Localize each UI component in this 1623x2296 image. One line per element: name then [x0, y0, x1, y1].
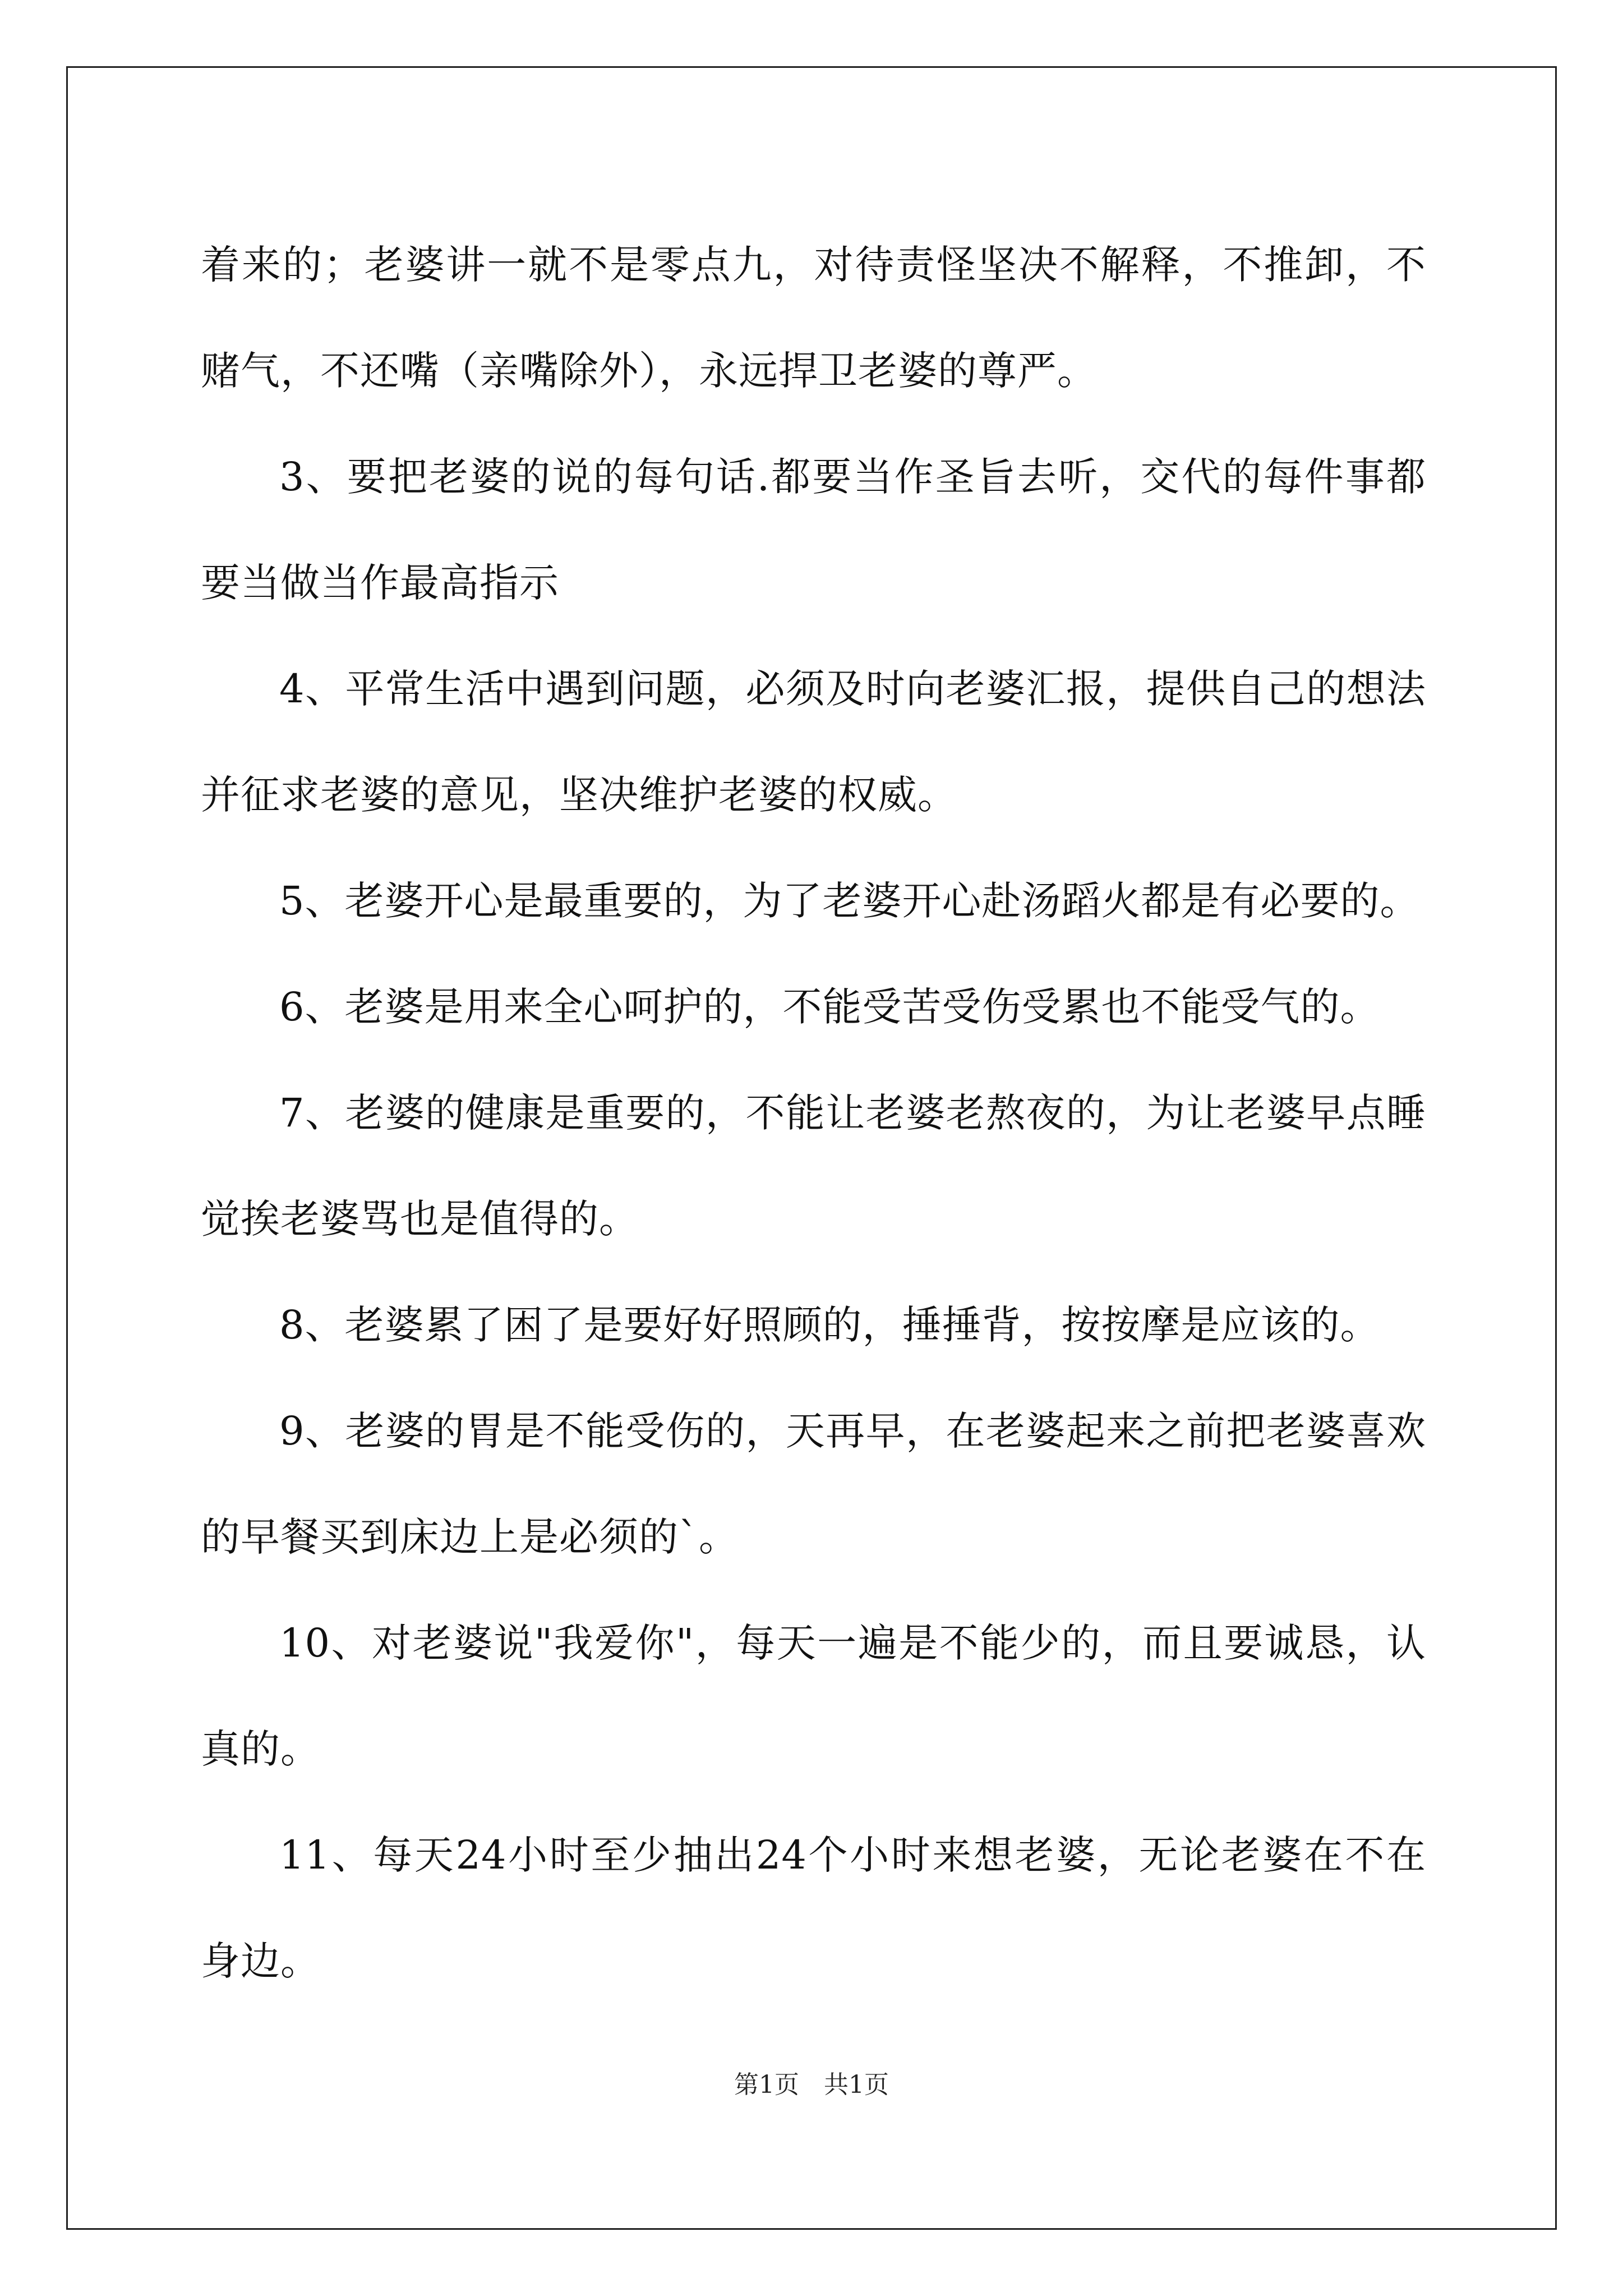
paragraph-item-6: 6、老婆是用来全心呵护的，不能受苦受伤受累也不能受气的。: [279, 984, 1380, 1030]
paragraph-item-3: 3、要把老婆的说的每句话.都要当作圣旨去听，交代的每件事都要当做当作最高指示: [201, 454, 1426, 606]
paragraph-item-4: 4、平常生活中遇到问题，必须及时向老婆汇报，提供自己的想法并征求老婆的意见，坚决维护老婆的权威。: [201, 666, 1426, 818]
document-body: [201, 212, 1426, 2014]
paragraph-item-5: 5、老婆开心是最重要的，为了老婆开心赴汤蹈火都是有必要的。: [279, 878, 1420, 924]
paragraph-continuation: 着来的；老婆讲一就不是零点九，对待责怪坚决不解释，不推卸，不赌气，不还嘴（亲嘴除外），永远捍卫老婆的尊严。: [201, 242, 1426, 394]
paragraph-item-8: 8、老婆累了困了是要好好照顾的，捶捶背，按按摩是应该的。: [279, 1302, 1380, 1348]
paragraph-item-9: 9、老婆的胃是不能受伤的，天再早，在老婆起来之前把老婆喜欢的早餐买到床边上是必须的`。: [201, 1408, 1426, 1560]
paragraph-item-10: 10、对老婆说"我爱你"，每天一遍是不能少的，而且要诚恳，认真的。: [201, 1620, 1426, 1772]
paragraph-item-7: 7、老婆的健康是重要的，不能让老婆老熬夜的，为让老婆早点睡觉挨老婆骂也是值得的。: [201, 1090, 1426, 1242]
paragraph-item-11: 11、每天24小时至少抽出24个小时来想老婆，无论老婆在不在身边。: [201, 1832, 1426, 1984]
page-footer: 第1页 共1页: [734, 2070, 889, 2099]
